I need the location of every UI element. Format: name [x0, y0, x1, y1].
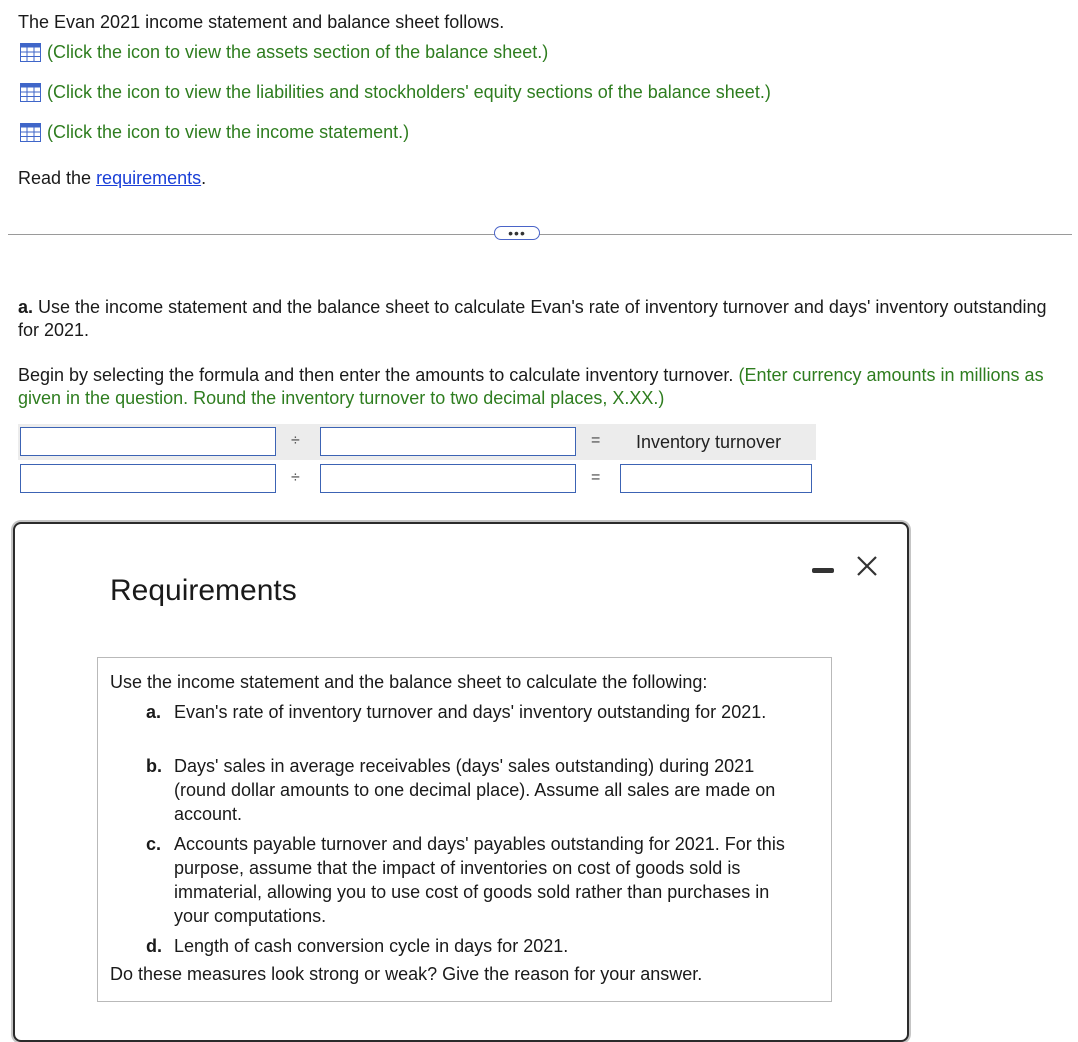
- formula-denominator-select[interactable]: [320, 427, 576, 456]
- close-icon[interactable]: [855, 554, 879, 578]
- liabilities-link[interactable]: [20, 82, 771, 103]
- assets-link-text[interactable]: (Click the icon to view the assets section of the balance sheet.): [47, 42, 549, 62]
- requirements-box: [97, 657, 832, 1002]
- requirement-item: [146, 832, 806, 928]
- equals-operator: =: [591, 432, 601, 449]
- equals-operator: =: [591, 469, 601, 486]
- result-label: Inventory turnover: [636, 432, 782, 452]
- question-text: [18, 296, 1063, 342]
- numerator-amount-input[interactable]: [20, 464, 276, 493]
- requirement-text: Days' sales in average receivables (days' sales outstanding) during 2021 (round dollar amounts to one decimal place). Assume all sales are made on account.: [174, 756, 776, 824]
- requirement-text: Length of cash conversion cycle in days for 2021.: [174, 936, 569, 956]
- question-body: Use the income statement and the balance sheet to calculate Evan's rate of inventory turnover and days' inventory outstanding for 2021.: [18, 297, 1047, 340]
- divide-operator: ÷: [291, 432, 300, 449]
- denominator-amount-input[interactable]: [320, 464, 576, 493]
- instruction-hint: (Enter currency amounts in millions as given in the question. Round the inventory turnover to two decimal places, X.XX.): [18, 365, 1044, 408]
- formula-numerator-select[interactable]: [20, 427, 276, 456]
- requirement-item: [146, 700, 806, 724]
- instruction-body: Begin by selecting the formula and then enter the amounts to calculate inventory turnover.: [18, 365, 734, 385]
- expand-button[interactable]: •••: [494, 226, 540, 240]
- income-statement-link[interactable]: [20, 122, 409, 143]
- section-divider: [8, 234, 1072, 235]
- assets-link[interactable]: [20, 42, 548, 63]
- question-label: a.: [18, 297, 34, 317]
- requirement-label: a.: [146, 702, 162, 722]
- inventory-turnover-input[interactable]: [620, 464, 812, 493]
- requirement-label: d.: [146, 936, 162, 956]
- instruction-text: [18, 364, 1063, 410]
- read-suffix: .: [201, 168, 207, 188]
- requirement-text: Evan's rate of inventory turnover and days' inventory outstanding for 2021.: [174, 702, 767, 722]
- requirements-modal: [13, 522, 909, 1042]
- requirement-label: c.: [146, 834, 162, 854]
- formula-row-values: [18, 461, 816, 497]
- table-grid-icon[interactable]: [20, 83, 41, 102]
- requirement-text: Accounts payable turnover and days' payables outstanding for 2021. For this purpose, assume that the impact of inventories on cost of goods sold is immaterial, allowing you to use cost of goods sold rather than purchases in your computations.: [174, 834, 785, 926]
- requirements-closing: Do these measures look strong or weak? Give the reason for your answer.: [110, 964, 703, 984]
- minimize-icon[interactable]: [812, 568, 834, 573]
- liabilities-link-text[interactable]: (Click the icon to view the liabilities and stockholders' equity sections of the balance sheet.): [47, 82, 771, 102]
- divide-operator: ÷: [291, 469, 300, 486]
- income-statement-link-text[interactable]: (Click the icon to view the income statement.): [47, 122, 410, 142]
- table-grid-icon[interactable]: [20, 123, 41, 142]
- requirement-item: [146, 754, 806, 826]
- modal-title: Requirements: [110, 574, 297, 607]
- requirements-intro: Use the income statement and the balance sheet to calculate the following:: [110, 672, 708, 692]
- requirements-link[interactable]: requirements: [96, 168, 202, 188]
- table-grid-icon[interactable]: [20, 43, 41, 62]
- formula-row-header: [18, 424, 816, 460]
- requirement-item: [146, 934, 806, 958]
- intro-text: The Evan 2021 income statement and balance sheet follows.: [18, 12, 505, 32]
- read-prefix: Read the: [18, 168, 97, 188]
- read-requirements: [18, 168, 206, 189]
- requirement-label: b.: [146, 756, 162, 776]
